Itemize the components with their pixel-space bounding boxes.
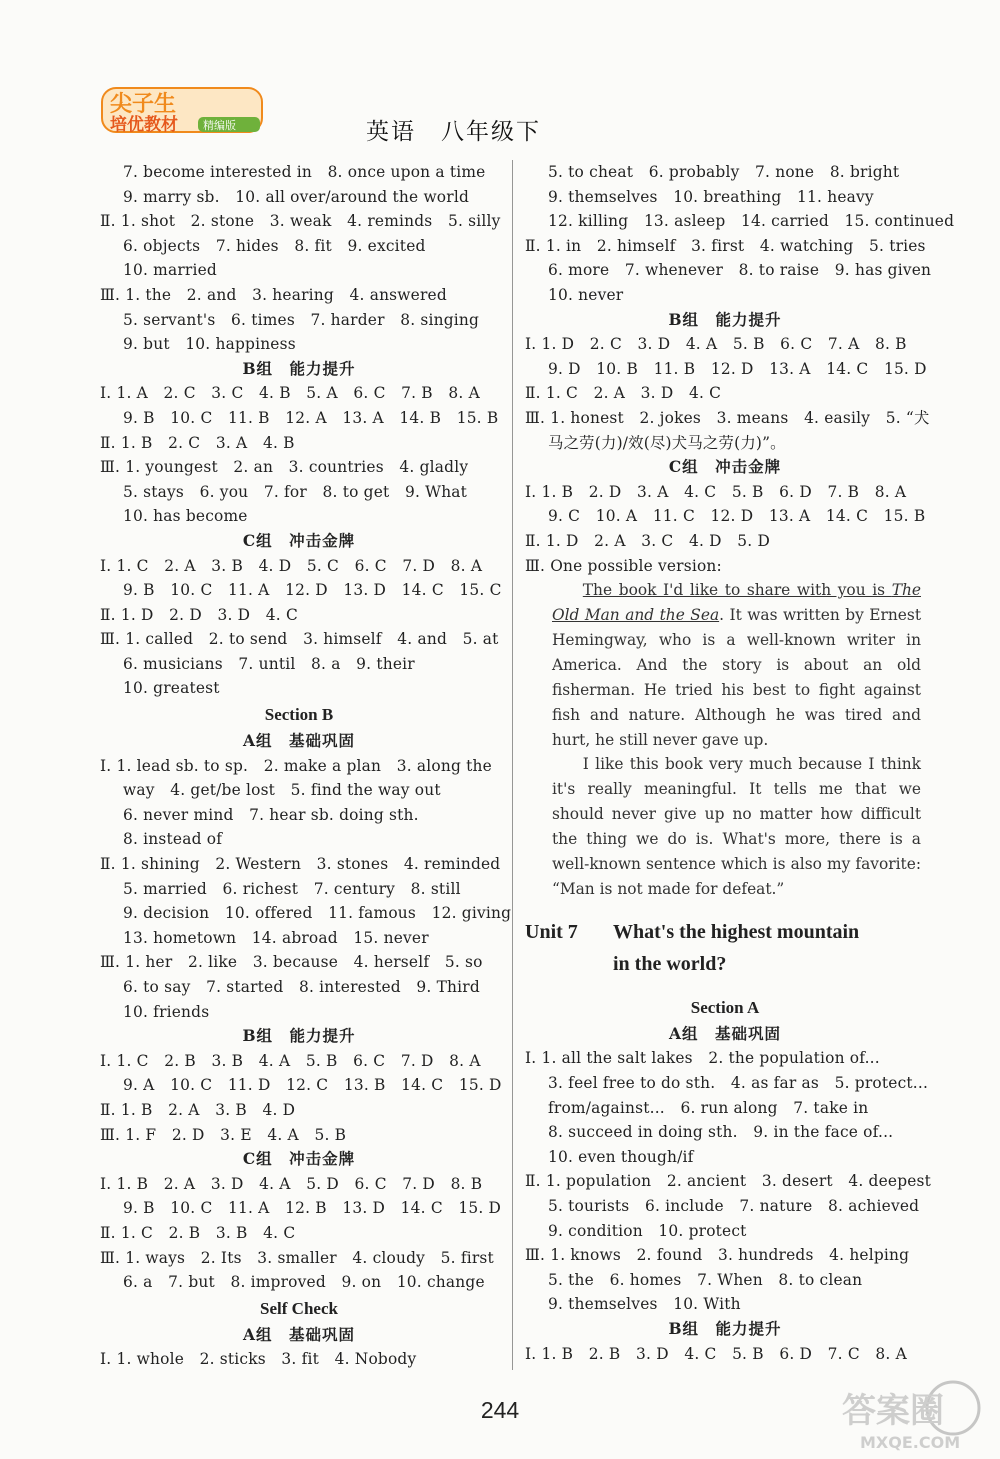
svg-text:答案圈: 答案圈 xyxy=(842,1391,944,1431)
answer-line: 5. to cheat 6. probably 7. none 8. bright xyxy=(548,163,900,181)
answer-line: Ⅰ. 1. lead sb. to sp. 2. make a plan 3. along the xyxy=(100,756,492,775)
answer-line: 9. condition 10. protect xyxy=(548,1221,747,1240)
answer-line: Ⅲ. 1. called 2. to send 3. himself 4. and 5. at xyxy=(100,630,499,649)
right-column xyxy=(525,160,955,1366)
answer-line: Ⅲ. 1. F 2. D 3. E 4. A 5. B xyxy=(100,1125,347,1144)
answer-line: 8. succeed in doing sth. 9. in the face of... xyxy=(548,1123,894,1142)
group-heading: B组 能力提升 xyxy=(242,1026,356,1046)
answer-line: 马之劳(力)/效(尽)犬马之劳(力)”。 xyxy=(548,433,786,452)
logo xyxy=(100,84,360,136)
svg-text:尖子生: 尖子生 xyxy=(110,92,177,117)
answer-line: 9. A 10. C 11. D 12. C 13. B 14. C 15. D xyxy=(123,1076,502,1095)
answer-line: Ⅲ. 1. ways 2. Its 3. smaller 4. cloudy 5. first xyxy=(100,1248,494,1267)
essay-book-title: The Old Man and the Sea xyxy=(552,581,921,624)
group-heading: A组 基础巩固 xyxy=(668,1023,782,1043)
answer-line: 10. friends xyxy=(123,1002,210,1021)
answer-line: 10. even though/if xyxy=(548,1147,694,1166)
group-heading: A组 基础巩固 xyxy=(242,1324,356,1344)
answer-line: Ⅱ. 1. population 2. ancient 3. desert 4. deepest xyxy=(525,1172,932,1191)
svg-text:精编版: 精编版 xyxy=(203,119,236,132)
answer-line: 9. B 10. C 11. A 12. B 13. D 14. C 15. D xyxy=(123,1199,502,1218)
answer-line: Ⅰ. 1. B 2. D 3. A 4. C 5. B 6. D 7. B 8. A xyxy=(525,482,907,501)
answer-line: 12. killing 13. asleep 14. carried 15. continued xyxy=(548,212,955,231)
section-heading: Self Check xyxy=(260,1298,338,1318)
answer-line: 9. B 10. C 11. A 12. D 13. D 14. C 15. C xyxy=(123,581,502,600)
answer-line: Ⅱ. 1. D 2. D 3. D 4. C xyxy=(100,605,298,624)
answer-line: 10. never xyxy=(548,285,624,304)
answer-line: 6. objects 7. hides 8. fit 9. excited xyxy=(123,236,426,255)
answer-line: 5. servant's 6. times 7. harder 8. singing xyxy=(123,310,480,329)
section-heading: Section B xyxy=(264,705,334,725)
section-heading: Section A xyxy=(690,997,760,1017)
group-heading: B组 能力提升 xyxy=(242,358,356,378)
answer-line: Ⅰ. 1. C 2. B 3. B 4. A 5. B 6. C 7. D 8. A xyxy=(100,1051,481,1070)
answer-line: 10. has become xyxy=(123,507,248,526)
essay xyxy=(525,578,925,902)
answer-line: 9. themselves 10. With xyxy=(548,1295,741,1314)
group-heading: C组 冲击金牌 xyxy=(242,1149,356,1169)
answer-line: 3. feel free to do sth. 4. as far as 5. protect... xyxy=(548,1074,929,1093)
group-heading: C组 冲击金牌 xyxy=(242,530,356,550)
left-column xyxy=(100,160,512,1372)
answer-line: Ⅰ. 1. B 2. A 3. D 4. A 5. D 6. C 7. D 8. B xyxy=(100,1174,483,1193)
answer-line: 5. tourists 6. include 7. nature 8. achieved xyxy=(548,1197,920,1216)
answer-line: Ⅰ. 1. whole 2. sticks 3. fit 4. Nobody xyxy=(100,1350,417,1369)
answer-line: 9. decision 10. offered 11. famous 12. giving xyxy=(123,904,512,923)
answer-line: 6. more 7. whenever 8. to raise 9. has given xyxy=(548,261,932,280)
answer-line: 9. D 10. B 11. B 12. D 13. A 14. C 15. D xyxy=(548,359,927,378)
answer-line: 9. but 10. happiness xyxy=(123,335,296,354)
unit-number: Unit 7 xyxy=(525,920,578,943)
group-heading: B组 能力提升 xyxy=(668,1319,782,1338)
group-heading: B组 能力提升 xyxy=(668,309,782,329)
essay-paragraph-2: I like this book very much because I think it's really meaningful. It tells me that we should never give up no matter how difficult the thing we do is. What's more, there is a well-known sentence which is also my favorite: “Man is not made for defeat.” xyxy=(552,755,921,898)
answer-line: 10. married xyxy=(123,261,217,280)
svg-text:培优教材: 培优教材 xyxy=(110,115,178,135)
answer-line: 9. C 10. A 11. C 12. D 13. A 14. C 15. B xyxy=(548,507,926,526)
answer-line: 10. greatest xyxy=(123,679,220,698)
answer-line: 6. never mind 7. hear sb. doing sth. xyxy=(123,805,419,824)
answer-line: Ⅱ. 1. in 2. himself 3. first 4. watching 5. tries xyxy=(525,236,926,255)
answer-line: Ⅰ. 1. B 2. B 3. D 4. C 5. B 6. D 7. C 8. A xyxy=(525,1344,907,1363)
header-title: 英语 八年级下 xyxy=(366,119,541,145)
answer-line: Ⅲ. 1. honest 2. jokes 3. means 4. easily 5. “犬 xyxy=(525,408,930,427)
answer-line: Ⅲ. 1. youngest 2. an 3. countries 4. gladly xyxy=(100,458,469,477)
answer-line: Ⅰ. 1. A 2. C 3. C 4. B 5. A 6. C 7. B 8. A xyxy=(100,384,480,403)
answer-line: Ⅱ. 1. D 2. A 3. C 4. D 5. D xyxy=(525,531,770,550)
answer-line: 9. themselves 10. breathing 11. heavy xyxy=(548,187,874,206)
answer-line: Ⅲ. 1. knows 2. found 3. hundreds 4. helping xyxy=(525,1246,910,1265)
svg-text:MXQE.COM: MXQE.COM xyxy=(860,1433,961,1452)
answer-line: way 4. get/be lost 5. find the way out xyxy=(123,781,441,800)
essay-paragraph-1 xyxy=(552,578,921,752)
page-number: 244 xyxy=(480,1397,520,1423)
answer-line: 6. a 7. but 8. improved 9. on 10. change xyxy=(123,1273,485,1292)
answer-line: Ⅱ. 1. shot 2. stone 3. weak 4. reminds 5. silly xyxy=(100,212,501,231)
answer-line: Ⅱ. 1. B 2. A 3. B 4. D xyxy=(100,1100,296,1119)
group-heading: C组 冲击金牌 xyxy=(668,457,782,477)
answer-line: 6. musicians 7. until 8. a 9. their xyxy=(123,654,415,673)
answer-line: Ⅰ. 1. C 2. A 3. B 4. D 5. C 6. C 7. D 8. A xyxy=(100,556,483,575)
answer-line: 8. instead of xyxy=(123,830,223,849)
answer-line: Ⅲ. 1. the 2. and 3. hearing 4. answered xyxy=(100,285,447,304)
group-heading: A组 基础巩固 xyxy=(242,731,356,751)
answer-line: 5. stays 6. you 7. for 8. to get 9. What xyxy=(123,482,468,501)
answer-line: Ⅲ. 1. her 2. like 3. because 4. herself 5. so xyxy=(100,953,483,972)
answer-line: 13. hometown 14. abroad 15. never xyxy=(123,928,429,947)
answer-line: 9. B 10. C 11. B 12. A 13. A 14. B 15. B xyxy=(123,408,499,427)
answer-line: Ⅲ. One possible version: xyxy=(525,556,722,575)
answer-line: from/against... 6. run along 7. take in xyxy=(548,1098,869,1117)
essay-text: . It was written by Ernest Hemingway, who is a well-known writer in America. And the story is about an old fisherman. He tried his best to fight against fish and nature. Although he was tired and hurt, he still never gave up. xyxy=(552,606,922,749)
answer-line: Ⅱ. 1. C 2. A 3. D 4. C xyxy=(525,384,722,403)
unit-title-line2: in the world? xyxy=(613,952,727,975)
answer-line: Ⅱ. 1. C 2. B 3. B 4. C xyxy=(100,1223,296,1242)
answer-line: Ⅰ. 1. D 2. C 3. D 4. A 5. B 6. C 7. A 8. B xyxy=(525,335,907,354)
answer-line: 7. become interested in 8. once upon a time xyxy=(123,163,486,181)
watermark-logo xyxy=(838,1372,993,1456)
unit-title-line1: What's the highest mountain xyxy=(613,920,860,943)
essay-lead: The book I'd like to share with you is xyxy=(582,581,892,600)
answer-line: Ⅱ. 1. shining 2. Western 3. stones 4. reminded xyxy=(100,855,501,874)
answer-line: 6. to say 7. started 8. interested 9. Third xyxy=(123,978,480,996)
answer-line: Ⅰ. 1. all the salt lakes 2. the population of... xyxy=(525,1049,880,1068)
answer-line: 9. marry sb. 10. all over/around the world xyxy=(123,187,470,206)
answer-line: 5. the 6. homes 7. When 8. to clean xyxy=(548,1270,863,1289)
unit-heading xyxy=(525,916,925,980)
column-divider xyxy=(512,160,513,1370)
answer-line: 5. married 6. richest 7. century 8. still xyxy=(123,879,461,898)
answer-line: Ⅱ. 1. B 2. C 3. A 4. B xyxy=(100,433,295,452)
